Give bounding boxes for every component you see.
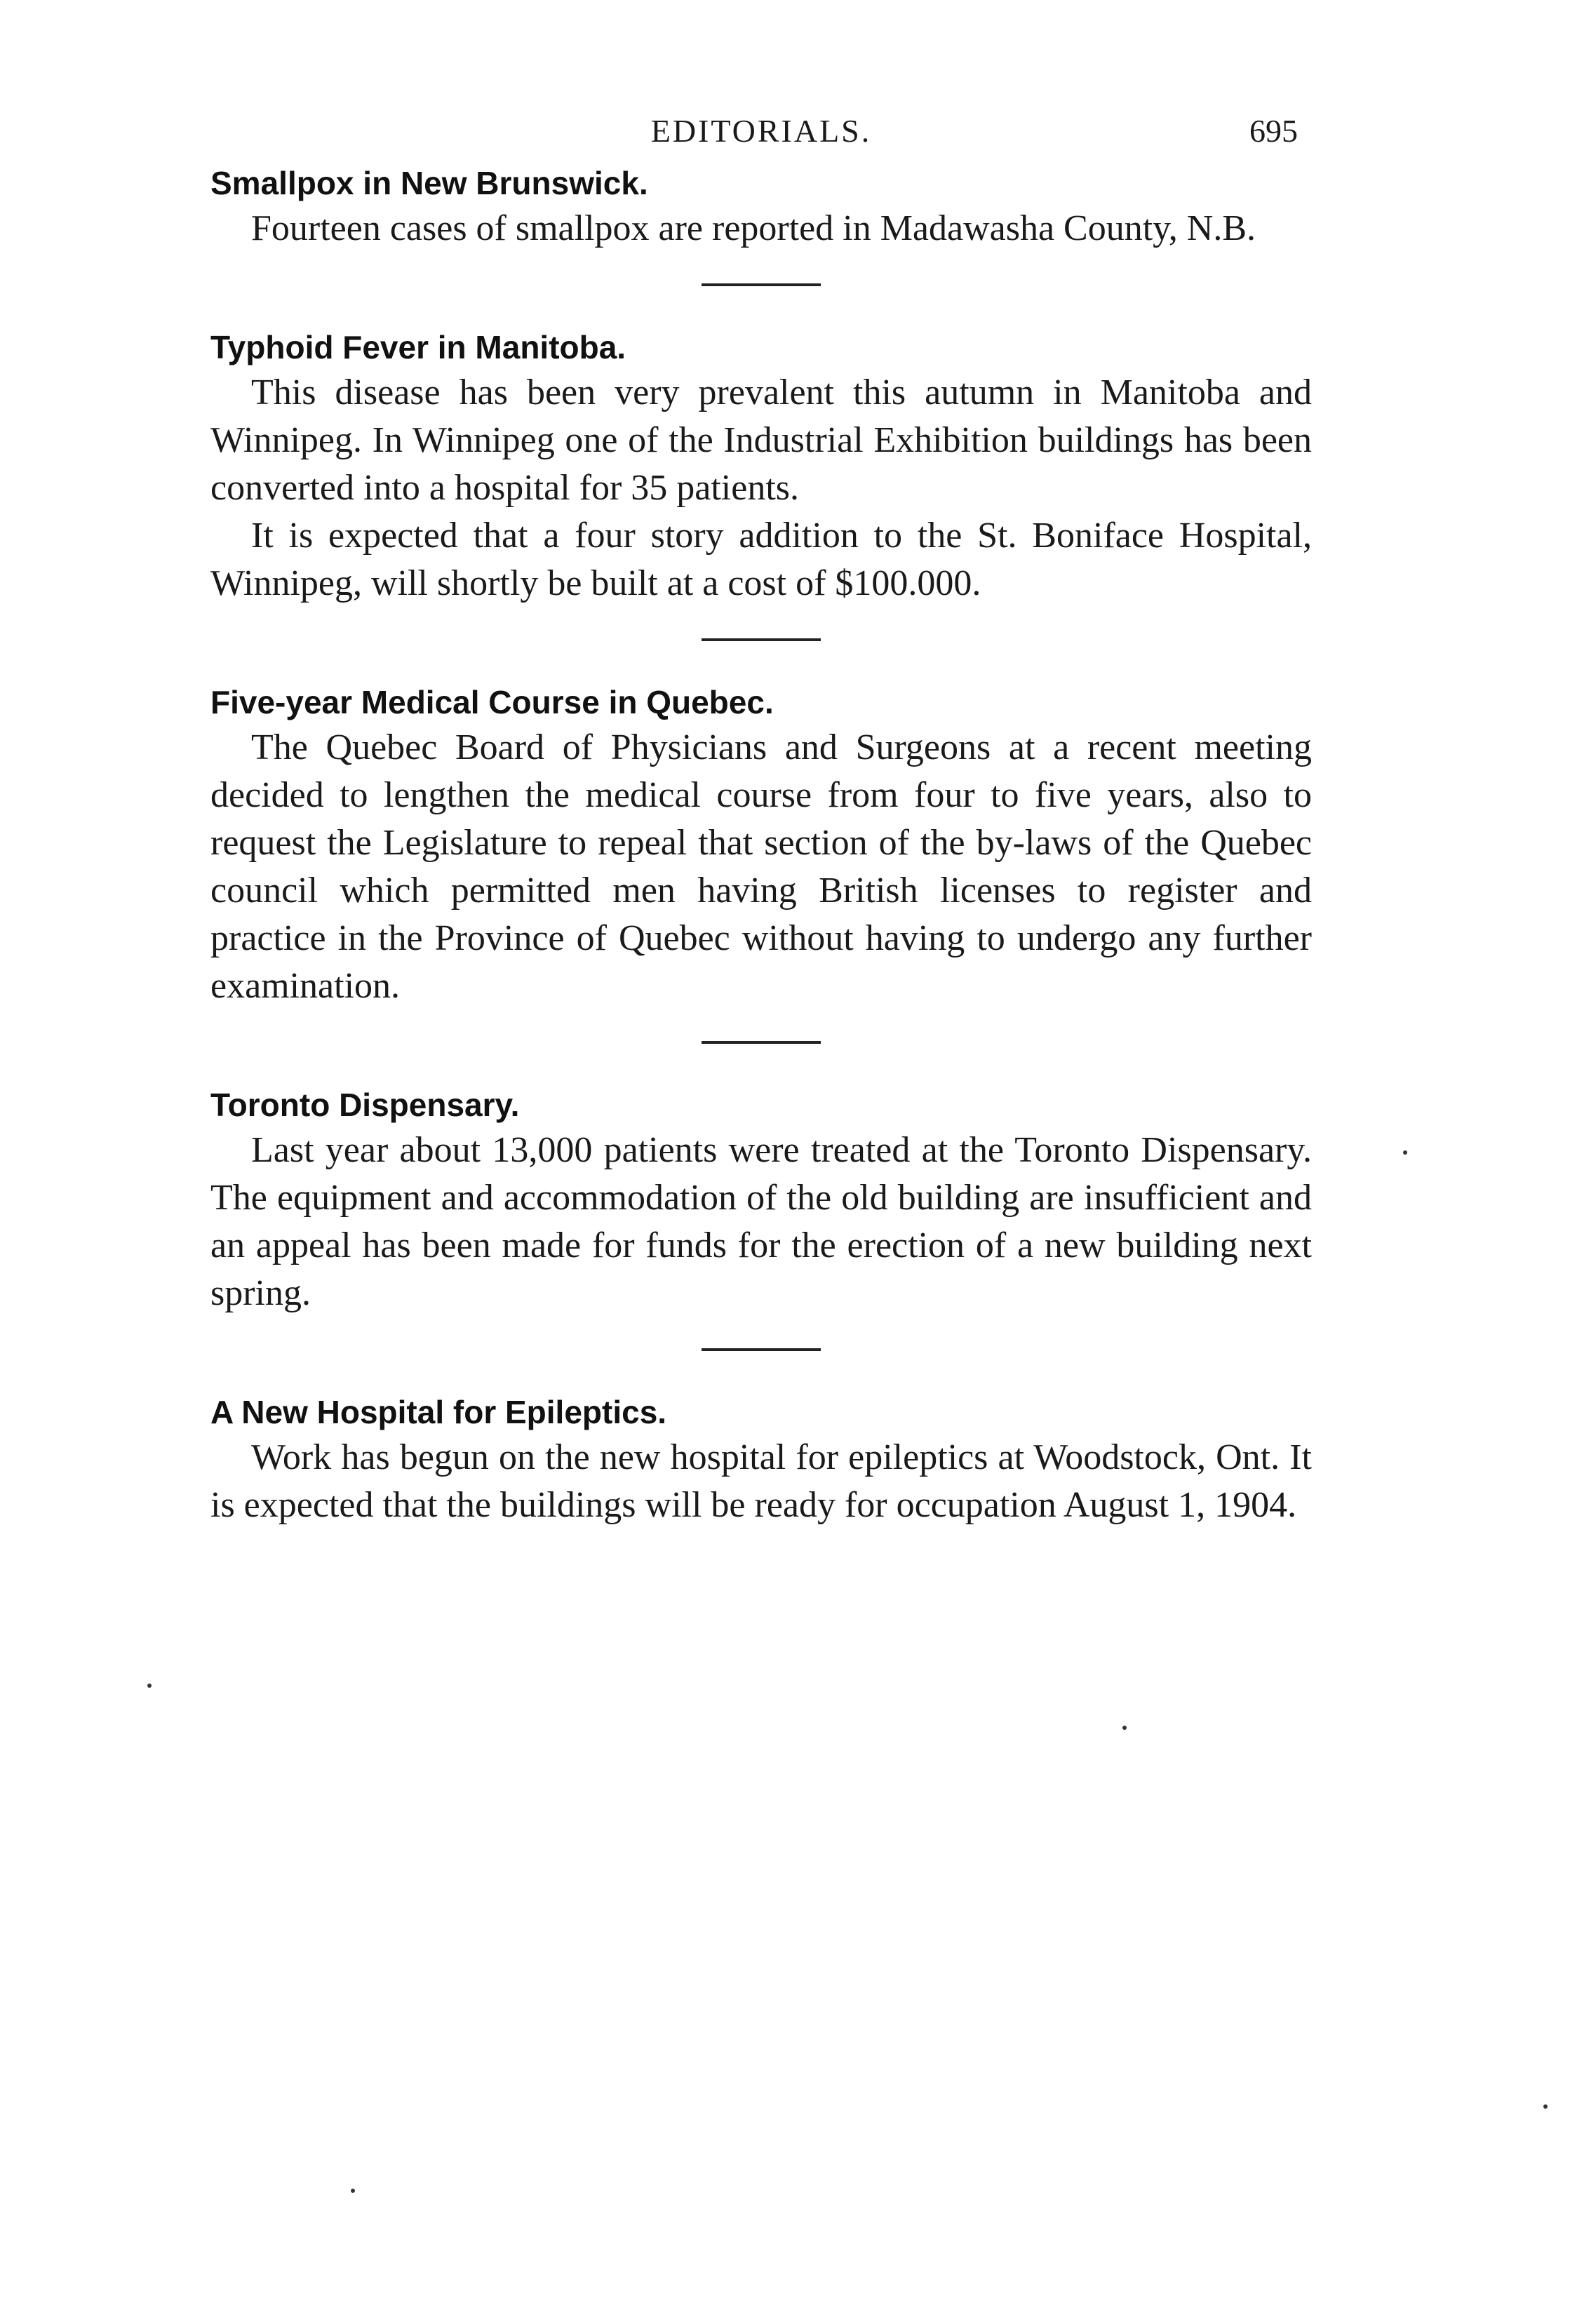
page-number: 695: [1249, 113, 1298, 149]
article-paragraph: This disease has been very prevalent this autumn in Manitoba and Winnipeg. In Winnipeg one of the Industrial Exhibition buildings has been converted into a hospital for 35 patients.: [210, 372, 1312, 508]
article-paragraph: It is expected that a four story addition to the St. Boniface Hospital, Winnipeg, will shortly be built at a cost of $100.000.: [210, 516, 1312, 603]
article-epileptics-hospital: [210, 1390, 1312, 1529]
section-divider: [702, 1348, 821, 1351]
article-title: Five-year Medical Course in Quebec.: [210, 684, 774, 720]
article-smallpox: [210, 161, 1312, 253]
section-divider: [702, 638, 821, 641]
scan-speck: [1122, 1726, 1127, 1730]
article-paragraph: Work has begun on the new hospital for epileptics at Woodstock, Ont. It is expected that the buildings will be ready for occupation August 1, 1904.: [210, 1437, 1312, 1525]
running-header: [210, 105, 1312, 161]
scan-speck: [147, 1684, 152, 1688]
page: [210, 105, 1312, 1529]
article-typhoid: [210, 325, 1312, 607]
article-paragraph: Last year about 13,000 patients were treated at the Toronto Dispensary. The equipment and accommodation of the old building are insufficient and an appeal has been made for funds for the erection of a new building next spring.: [210, 1130, 1312, 1313]
article-toronto-dispensary: [210, 1083, 1312, 1317]
article-title: A New Hospital for Epileptics.: [210, 1394, 667, 1430]
article-paragraph: The Quebec Board of Physicians and Surgeons at a recent meeting decided to lengthen the medical course from four to five years, also to request the Legislature to repeal that section of the by-laws of the Quebec council which permitted men having British licenses to register and practice in the Province of Quebec without having to undergo any further examination.: [210, 727, 1312, 1006]
header-title: EDITORIALS.: [650, 113, 872, 149]
scan-speck: [1403, 1150, 1407, 1155]
article-medical-course: [210, 680, 1312, 1010]
article-title: Typhoid Fever in Manitoba.: [210, 329, 626, 365]
scan-speck: [351, 2189, 355, 2193]
scan-speck: [1543, 2104, 1548, 2109]
section-divider: [702, 1041, 821, 1044]
section-divider: [702, 283, 821, 286]
article-paragraph: Fourteen cases of smallpox are reported in Madawasha County, N.B.: [251, 208, 1256, 248]
article-title: Smallpox in New Brunswick.: [210, 165, 648, 201]
article-title: Toronto Dispensary.: [210, 1087, 520, 1123]
